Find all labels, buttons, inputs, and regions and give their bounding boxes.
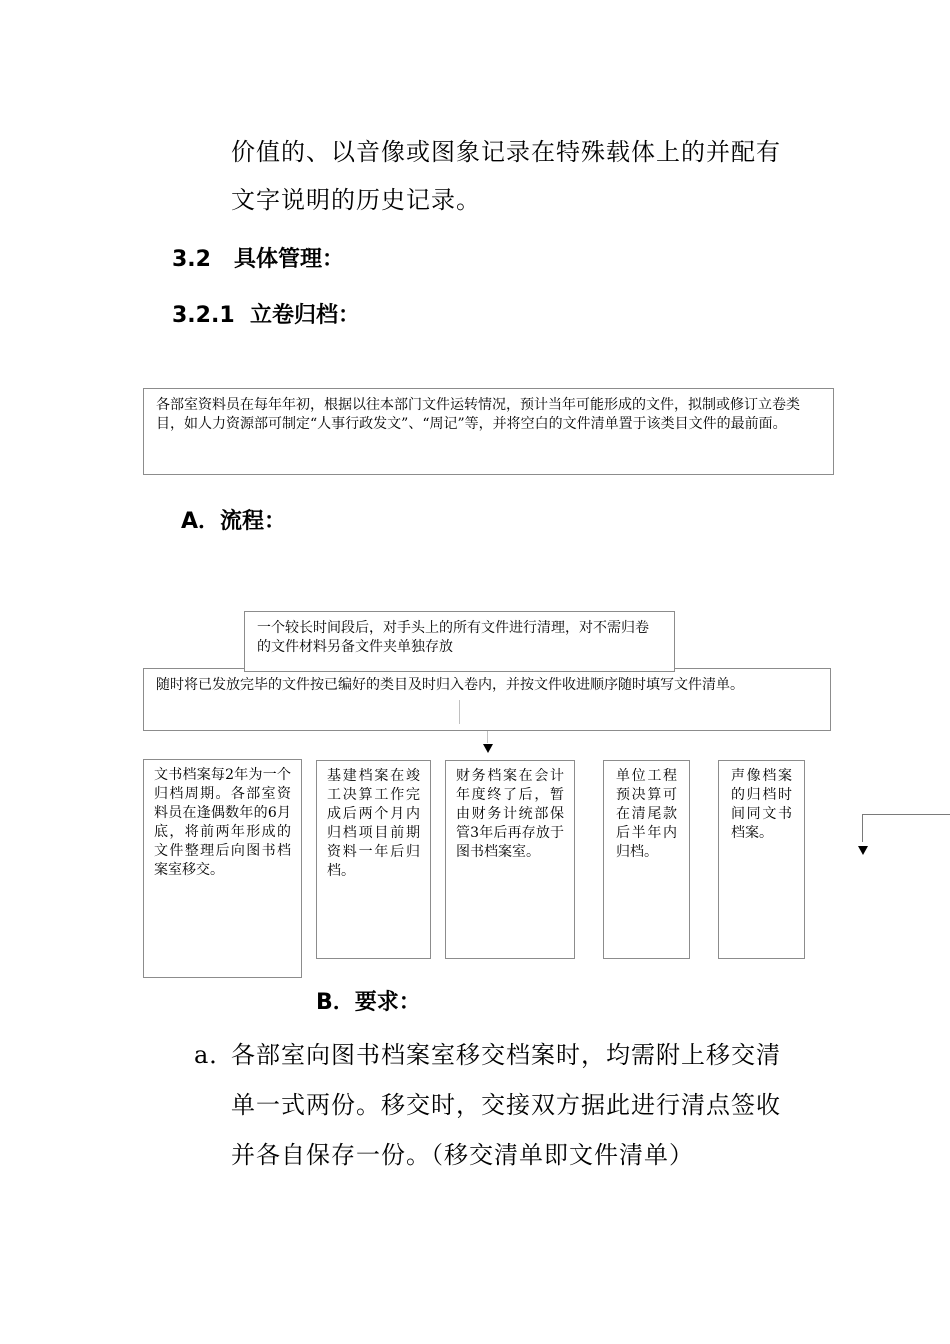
intro-text-box	[143, 388, 834, 475]
flow-column-audiovisual-archives	[718, 760, 805, 959]
flow-column-text: 文书档案每2年为一个归档周期。各部室资料员在逢偶数年的6月底，将前两年形成的文件整理后向图书档案室移交。	[154, 767, 291, 878]
flow-column-text: 单位工程预决算可在清尾款后半年内归档。	[616, 768, 677, 860]
section-heading-3-2: 3.2 具体管理：	[172, 247, 344, 272]
requirement-a-marker: a．	[194, 1041, 235, 1069]
flow-box-file-filing	[143, 668, 831, 731]
intro-text-box-content: 各部室资料员在每年年初，根据以往本部门文件运转情况，预计当年可能形成的文件，拟制或修订立卷类目，如人力资源部可制定“人事行政发文”、“周记”等，并将空白的文件清单置于该类目文件的最前面。	[156, 397, 800, 432]
flow-column-project-budget	[603, 760, 690, 959]
arrow-down-icon	[858, 846, 868, 855]
connector-right-vertical	[862, 814, 863, 842]
connector-vertical	[459, 700, 460, 724]
flow-box-file-cleanup	[244, 611, 675, 672]
connector-right-horizontal	[862, 814, 950, 815]
flow-column-text: 基建档案在竣工决算工作完成后两个月内归档项目前期资料一年后归档。	[327, 768, 420, 879]
connector-arrow-stem	[487, 731, 488, 743]
flow-box-file-cleanup-text: 一个较长时间段后，对手头上的所有文件进行清理，对不需归卷的文件材料另备文件夹单独存放	[257, 620, 649, 655]
section-heading-3-2-1: 3.2.1 立卷归档：	[172, 303, 360, 328]
requirement-a-line-3: 并各自保存一份。（移交清单即文件清单）	[231, 1141, 694, 1169]
flow-column-document-archives	[143, 759, 302, 978]
flow-box-file-filing-text: 随时将已发放完毕的文件按已编好的类目及时归入卷内，并按文件收进顺序随时填写文件清单。	[156, 677, 744, 693]
heading-requirements: B．要求：	[316, 990, 421, 1015]
intro-line-1: 价值的、以音像或图象记录在特殊载体上的并配有	[231, 138, 781, 166]
intro-line-2: 文字说明的历史记录。	[231, 186, 481, 214]
requirement-a-line-2: 单一式两份。移交时，交接双方据此进行清点签收	[231, 1091, 781, 1119]
heading-process: A．流程：	[181, 509, 287, 534]
flow-column-finance-archives	[445, 760, 575, 959]
requirement-a-line-1: 各部室向图书档案室移交档案时，均需附上移交清	[231, 1041, 781, 1069]
flow-column-text: 财务档案在会计年度终了后，暂由财务计统部保管3年后再存放于图书档案室。	[456, 768, 564, 860]
flow-column-construction-archives	[316, 760, 431, 959]
arrow-down-icon	[483, 744, 493, 753]
flow-column-text: 声像档案的归档时间同文书档案。	[731, 768, 792, 841]
